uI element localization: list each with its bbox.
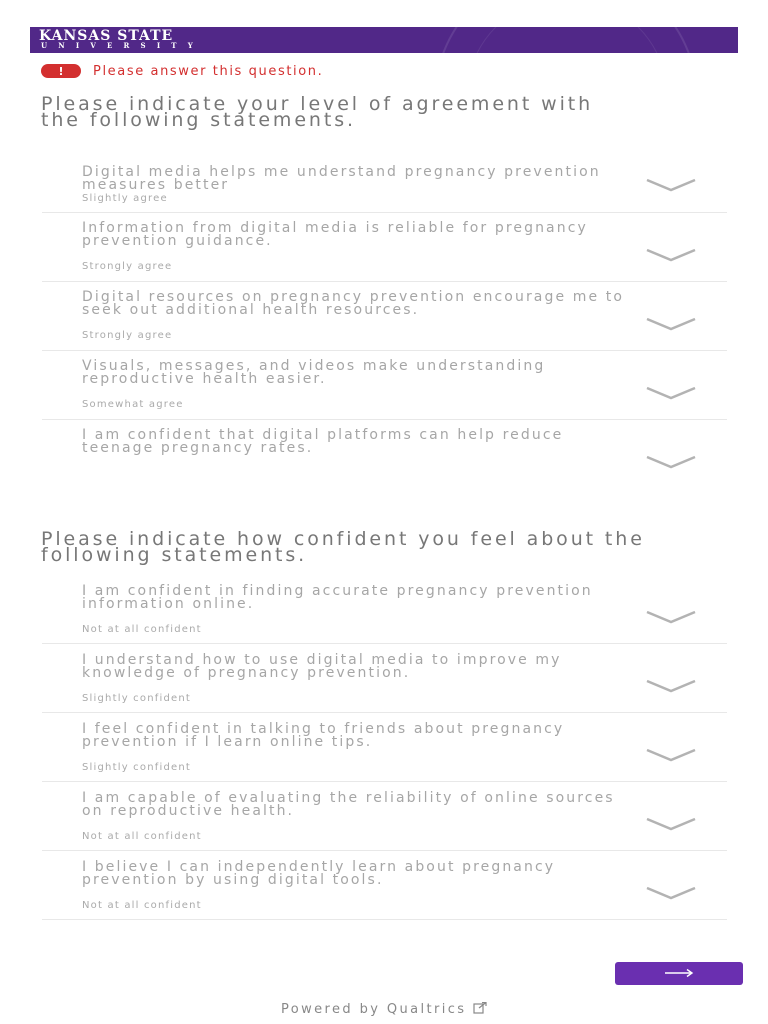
footer — [0, 1002, 768, 1017]
chevron-down-icon[interactable] — [645, 177, 697, 193]
chevron-down-icon[interactable] — [645, 885, 697, 901]
statement-row[interactable] — [42, 654, 727, 713]
selected-answer: Not at all confident — [82, 624, 202, 635]
statement-row[interactable] — [42, 222, 727, 282]
statement-text: Information from digital media is reliable for pregnancy prevention guidance. — [82, 220, 588, 249]
chevron-down-icon[interactable] — [645, 316, 697, 332]
statement-row[interactable] — [42, 585, 727, 644]
logo-wordmark-bottom: UNIVERSITY — [41, 41, 204, 50]
chevron-down-icon[interactable] — [645, 609, 697, 625]
validation-error — [41, 62, 323, 80]
statement-row[interactable] — [42, 429, 727, 479]
statement-row[interactable] — [42, 166, 727, 213]
statement-text: I understand how to use digital media to improve my knowledge of pregnancy prevention. — [82, 652, 562, 681]
chevron-down-icon[interactable] — [645, 247, 697, 263]
statement-text: I am capable of evaluating the reliability of online sources on reproductive health. — [82, 790, 615, 819]
statement-text: I feel confident in talking to friends about pregnancy prevention if I learn online tips. — [82, 721, 565, 750]
university-banner — [30, 27, 738, 53]
statement-text: I am confident in finding accurate pregnancy prevention information online. — [82, 583, 593, 612]
selected-answer: Not at all confident — [82, 831, 202, 842]
logo-wordmark-top: KANSAS STATE — [39, 28, 174, 44]
chevron-down-icon[interactable] — [645, 385, 697, 401]
selected-answer: Not at all confident — [82, 900, 202, 911]
footer-text: Powered by Qualtrics — [280, 1002, 467, 1017]
selected-answer: Slightly confident — [82, 762, 191, 773]
statement-row[interactable] — [42, 291, 727, 351]
selected-answer: Somewhat agree — [82, 399, 184, 410]
statement-text: I believe I can independently learn about pregnancy prevention by using digital tools. — [82, 859, 556, 888]
selected-answer: Strongly agree — [82, 330, 173, 341]
statement-row[interactable] — [42, 861, 727, 920]
exclamation-icon: ! — [41, 64, 81, 78]
error-message: Please answer this question. — [93, 63, 324, 79]
statement-text: Visuals, messages, and videos make understanding reproductive health easier. — [82, 358, 546, 387]
chevron-down-icon[interactable] — [645, 816, 697, 832]
selected-answer: Strongly agree — [82, 261, 173, 272]
powered-by-qualtrics-link[interactable] — [281, 1002, 487, 1017]
chevron-down-icon[interactable] — [645, 678, 697, 694]
statement-text: I am confident that digital platforms can help reduce teenage pregnancy rates. — [82, 427, 564, 456]
selected-answer: Slightly agree — [82, 193, 168, 204]
chevron-down-icon[interactable] — [645, 454, 697, 470]
question-2-title: Please indicate how confident you feel about the following statements. — [41, 528, 645, 566]
external-link-icon — [473, 1002, 487, 1017]
statement-row[interactable] — [42, 792, 727, 851]
banner-seal-decoration-inner — [466, 27, 668, 53]
statement-text: Digital media helps me understand pregnancy prevention measures better — [82, 164, 601, 193]
chevron-down-icon[interactable] — [645, 747, 697, 763]
question-1-title: Please indicate your level of agreement with the following statements. — [41, 93, 594, 131]
next-button[interactable] — [615, 962, 743, 985]
statement-text: Digital resources on pregnancy prevention encourage me to seek out additional health resources. — [82, 289, 624, 318]
statement-row[interactable] — [42, 723, 727, 782]
statement-row[interactable] — [42, 360, 727, 420]
selected-answer: Slightly confident — [82, 693, 191, 704]
arrow-right-icon — [664, 966, 694, 981]
